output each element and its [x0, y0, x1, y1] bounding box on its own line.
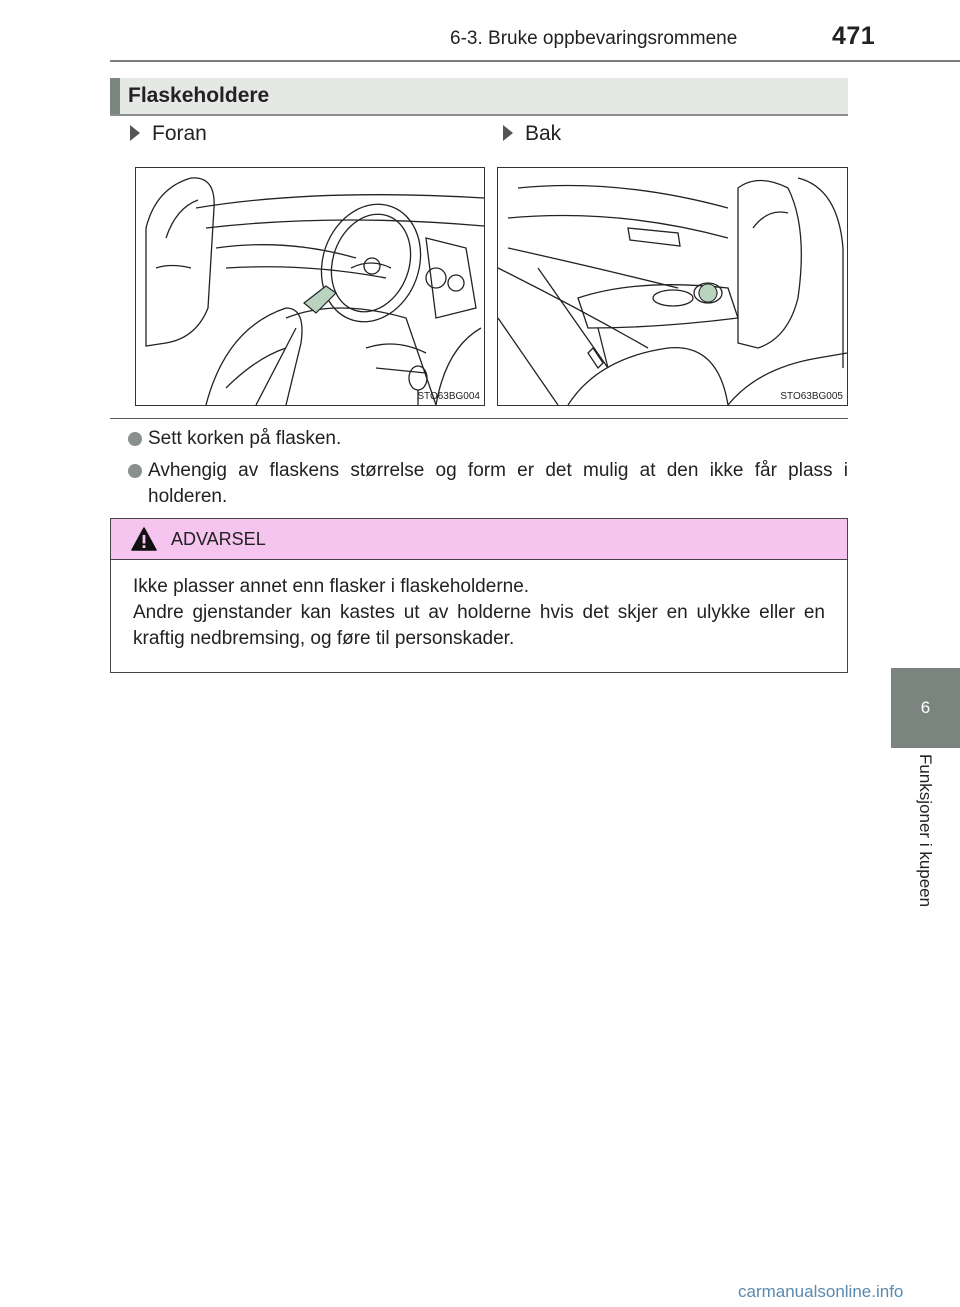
chapter-tab-number: 6 [891, 668, 960, 748]
front-interior-drawing [136, 168, 484, 405]
section-heading-bar [110, 78, 120, 114]
warning-line: Ikke plasser annet enn flasker i flaskeholderne. [133, 576, 530, 597]
section-title-header: 6-3. Bruke oppbevaringsrommene [450, 28, 738, 49]
section-heading [110, 78, 848, 116]
triangle-bullet-icon [130, 125, 140, 141]
warning-triangle-icon [131, 527, 157, 551]
warning-header [111, 519, 847, 560]
watermark-text: carmanualsonline.info [738, 1282, 904, 1301]
page-number: 471 [832, 22, 876, 50]
bullet-list [128, 426, 848, 516]
warning-title: ADVARSEL [171, 529, 266, 549]
list-item: Sett korken på flasken. [128, 426, 848, 452]
chapter-tab-label [891, 754, 960, 944]
triangle-bullet-icon [503, 125, 513, 141]
figure-code-front: STO63BG004 [417, 391, 480, 402]
warning-box [110, 518, 848, 673]
warning-body [133, 574, 825, 652]
cupholder-highlight [699, 284, 717, 302]
figure-label-front: Foran [130, 122, 207, 146]
warning-line: Andre gjenstander kan kastes ut av holderne hvis det skjer en ulykke eller en kraftig nedbremsing, og føre til personskader. [133, 602, 825, 649]
page-header [0, 0, 960, 62]
illustration-front-cupholders [135, 167, 485, 406]
figure-separator-rule [110, 418, 848, 419]
list-item: Avhengig av flaskens størrelse og form er det mulig at den ikke får plass i holderen. [128, 458, 848, 510]
bullet-dot-icon [128, 464, 142, 478]
chapter-tab-label-text: Funksjoner i kupeen [916, 754, 935, 908]
figure-label-rear: Bak [503, 122, 561, 146]
bullet-dot-icon [128, 432, 142, 446]
illustration-rear-cupholders [497, 167, 848, 406]
section-heading-title: Flaskeholdere [128, 84, 270, 107]
figure-code-rear: STO63BG005 [780, 391, 843, 402]
rear-interior-drawing [498, 168, 847, 405]
header-rule [110, 60, 960, 62]
cupholder-highlight [304, 286, 336, 313]
